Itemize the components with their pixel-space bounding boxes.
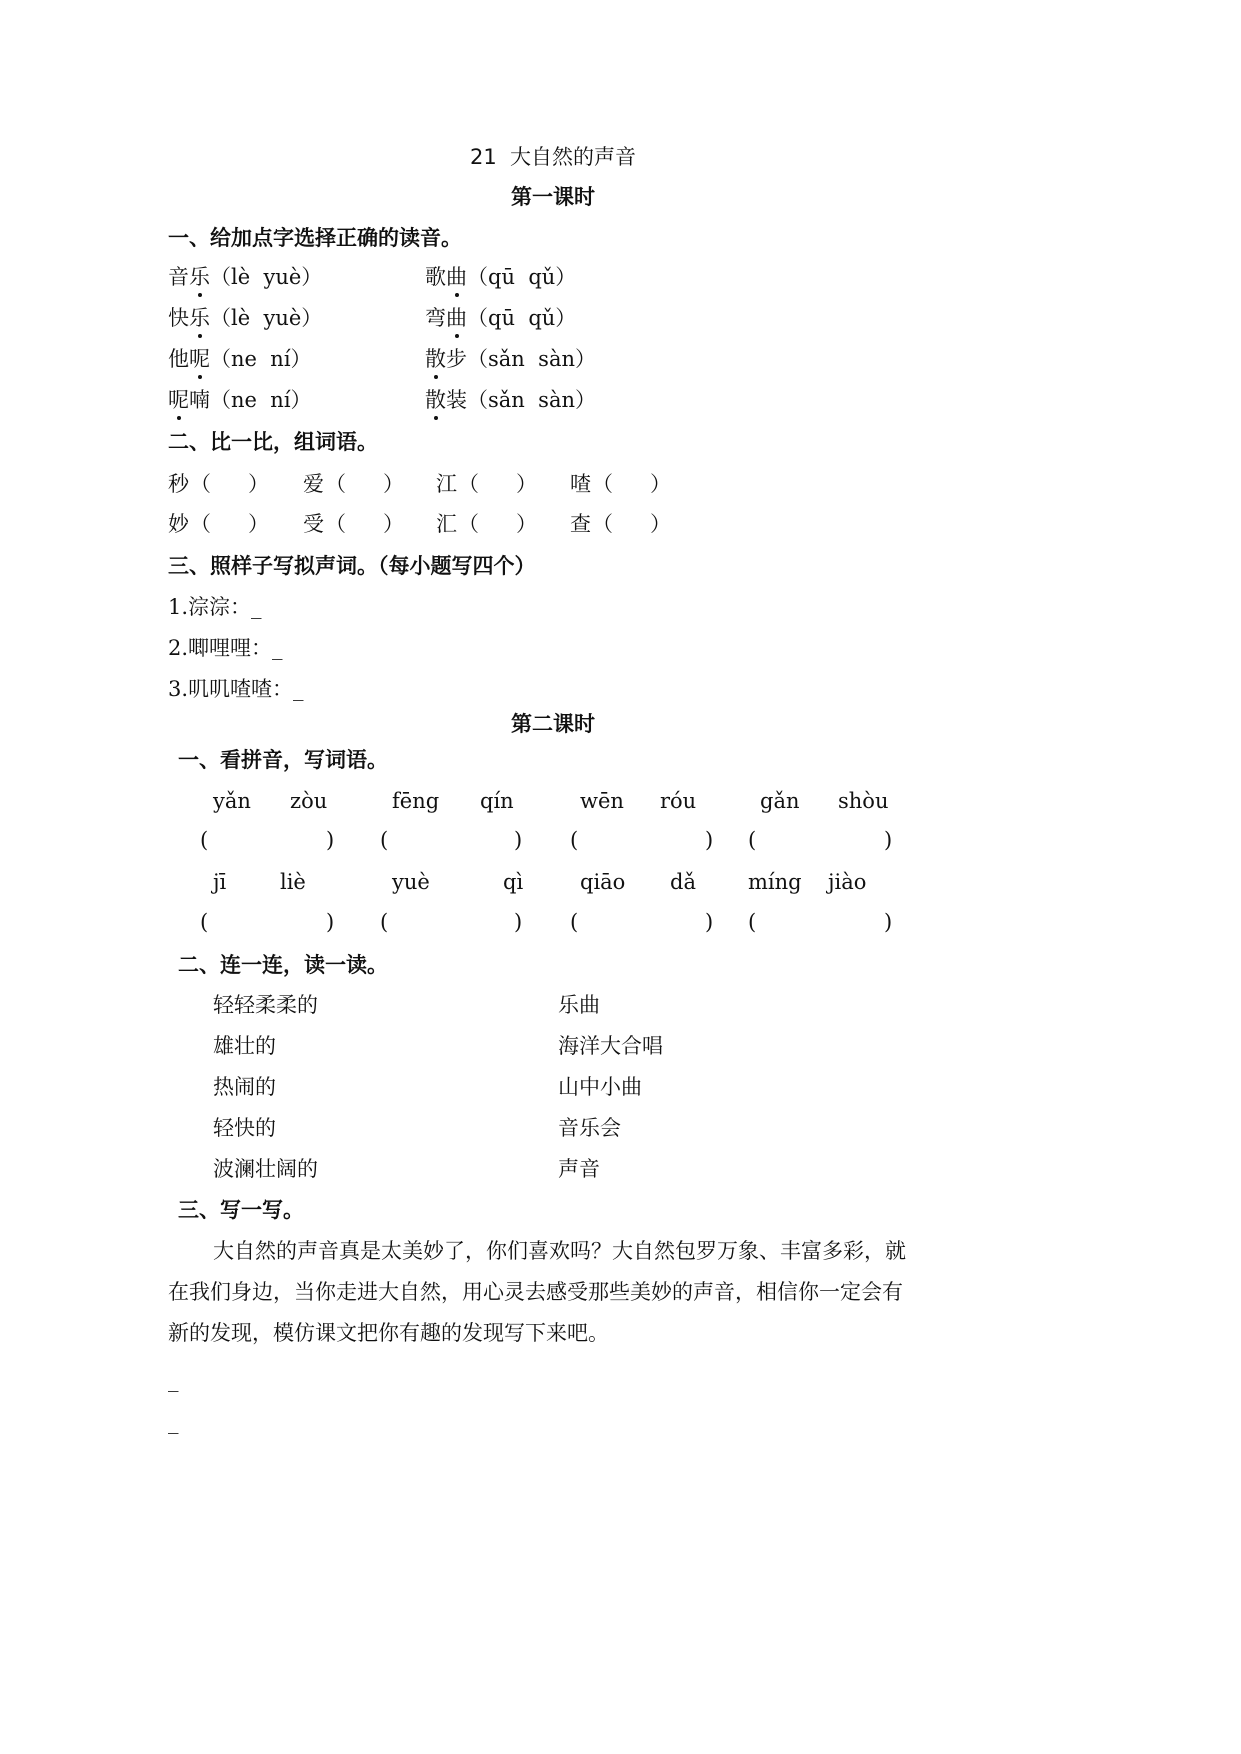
pinyin-syllable: jiào (828, 870, 867, 894)
compare-char: 查 (570, 512, 591, 536)
pinyin-syllable: yǎn (213, 789, 251, 813)
pinyin-syllable: míng (748, 870, 802, 894)
pinyin-syllable: zòu (290, 789, 328, 813)
compare-char: 爱 (303, 472, 324, 496)
answer-paren-open[interactable]: ( (200, 828, 209, 852)
options: （qū qǔ） (467, 306, 577, 330)
paren-open[interactable]: （ (592, 512, 613, 536)
paragraph-line: 新的发现，模仿课文把你有趣的发现写下来吧。 (168, 1321, 609, 1345)
l1-q2-title: 二、比一比，组词语。 (168, 430, 378, 454)
paren-close[interactable]: ） (516, 472, 537, 496)
paren-open[interactable]: （ (458, 472, 479, 496)
answer-paren-open[interactable]: ( (380, 910, 389, 934)
l1-q1-title: 一、给加点字选择正确的读音。 (168, 226, 462, 250)
compare-char: 汇 (436, 512, 457, 536)
pronunciation-item (425, 346, 596, 372)
match-left-item[interactable]: 轻快的 (213, 1116, 276, 1140)
answer-paren-close[interactable]: ) (326, 910, 335, 934)
paren-close[interactable]: ） (383, 512, 404, 536)
answer-paren-open[interactable]: ( (570, 910, 579, 934)
char: 他 (168, 347, 189, 371)
match-right-item[interactable]: 声音 (558, 1157, 600, 1181)
paren-close[interactable]: ） (650, 512, 671, 536)
paren-close[interactable]: ） (650, 472, 671, 496)
pinyin-syllable: shòu (838, 789, 889, 813)
pronunciation-item (425, 305, 576, 331)
pinyin-syllable: fēng (392, 789, 440, 813)
pinyin-syllable: jī (213, 870, 227, 894)
options: （sǎn sàn） (467, 388, 596, 412)
paren-open[interactable]: （ (190, 512, 211, 536)
dotted-char: 呢 (168, 388, 189, 412)
pinyin-syllable: wēn (580, 789, 624, 813)
onomatopoeia-item[interactable]: 2.唧哩哩：_ (168, 636, 283, 660)
paragraph-line: 大自然的声音真是太美妙了，你们喜欢吗？大自然包罗万象、丰富多彩，就 (213, 1239, 906, 1263)
char: 装 (446, 388, 467, 412)
match-right-item[interactable]: 山中小曲 (558, 1075, 642, 1099)
onomatopoeia-item[interactable]: 3.叽叽喳喳：_ (168, 677, 304, 701)
answer-paren-open[interactable]: ( (748, 910, 757, 934)
match-left-item[interactable]: 雄壮的 (213, 1034, 276, 1058)
compare-char: 江 (436, 472, 457, 496)
pronunciation-item (168, 305, 322, 331)
paren-close[interactable]: ） (248, 472, 269, 496)
pronunciation-item (168, 264, 322, 290)
dotted-char: 曲 (446, 306, 467, 330)
paren-open[interactable]: （ (325, 472, 346, 496)
paren-close[interactable]: ） (383, 472, 404, 496)
l2-q3-title: 三、写一写。 (178, 1198, 304, 1222)
lesson2-heading: 第二课时 (511, 712, 595, 736)
dotted-char: 散 (425, 388, 446, 412)
match-left-item[interactable]: 热闹的 (213, 1075, 276, 1099)
pinyin-syllable: yuè (392, 870, 430, 894)
l1-q3-title: 三、照样子写拟声词。（每小题写四个） (168, 554, 536, 578)
pinyin-syllable: qì (503, 870, 524, 894)
options: （sǎn sàn） (467, 347, 596, 371)
answer-paren-close[interactable]: ) (514, 828, 523, 852)
pinyin-syllable: qín (480, 789, 514, 813)
options: （lè yuè） (210, 306, 323, 330)
paren-open[interactable]: （ (190, 472, 211, 496)
answer-paren-close[interactable]: ) (705, 828, 714, 852)
answer-paren-close[interactable]: ) (884, 910, 893, 934)
match-right-item[interactable]: 音乐会 (558, 1116, 621, 1140)
answer-paren-close[interactable]: ) (884, 828, 893, 852)
paren-open[interactable]: （ (458, 512, 479, 536)
options: （qū qǔ） (467, 265, 577, 289)
pronunciation-item (425, 387, 596, 413)
answer-paren-open[interactable]: ( (748, 828, 757, 852)
l2-q1-title: 一、看拼音，写词语。 (178, 748, 388, 772)
answer-paren-close[interactable]: ) (326, 828, 335, 852)
answer-blank[interactable]: _ (168, 1368, 179, 1392)
match-left-item[interactable]: 波澜壮阔的 (213, 1157, 318, 1181)
pinyin-syllable: liè (280, 870, 306, 894)
answer-paren-close[interactable]: ) (705, 910, 714, 934)
pinyin-syllable: dǎ (670, 870, 696, 894)
paren-open[interactable]: （ (325, 512, 346, 536)
char: 弯 (425, 306, 446, 330)
options: （ne ní） (210, 347, 312, 371)
paren-open[interactable]: （ (592, 472, 613, 496)
match-right-item[interactable]: 海洋大合唱 (558, 1034, 663, 1058)
char: 喃 (189, 388, 210, 412)
document-title: 21 大自然的声音 (469, 145, 637, 169)
compare-char: 受 (303, 512, 324, 536)
answer-paren-open[interactable]: ( (200, 910, 209, 934)
compare-char: 秒 (168, 472, 189, 496)
pinyin-syllable: gǎn (760, 789, 800, 813)
answer-blank[interactable]: _ (168, 1410, 179, 1434)
char: 快 (168, 306, 189, 330)
match-right-item[interactable]: 乐曲 (558, 993, 600, 1017)
pronunciation-item: 歌曲（qū qǔ） (425, 265, 577, 289)
compare-char: 喳 (570, 472, 591, 496)
char: 步 (446, 347, 467, 371)
pinyin-syllable: qiāo (580, 870, 626, 894)
char: 音 (168, 265, 189, 289)
compare-char: 妙 (168, 512, 189, 536)
answer-paren-open[interactable]: ( (380, 828, 389, 852)
options: （ne ní） (210, 388, 312, 412)
dotted-char: 呢 (189, 347, 210, 371)
dotted-char: 散 (425, 347, 446, 371)
pronunciation-item (168, 346, 312, 372)
dotted-char: 乐 (189, 265, 210, 289)
answer-paren-open[interactable]: ( (570, 828, 579, 852)
match-left-item[interactable]: 轻轻柔柔的 (213, 993, 318, 1017)
dotted-char: 乐 (189, 306, 210, 330)
onomatopoeia-item[interactable]: 1.淙淙：_ (168, 595, 262, 619)
paragraph-line: 在我们身边，当你走进大自然，用心灵去感受那些美妙的声音，相信你一定会有 (168, 1280, 903, 1304)
answer-paren-close[interactable]: ) (514, 910, 523, 934)
paren-close[interactable]: ） (248, 512, 269, 536)
l2-q2-title: 二、连一连，读一读。 (178, 953, 388, 977)
paren-close[interactable]: ） (516, 512, 537, 536)
pronunciation-item (168, 387, 312, 413)
lesson1-heading: 第一课时 (511, 185, 595, 209)
pinyin-syllable: róu (660, 789, 697, 813)
options: （lè yuè） (210, 265, 323, 289)
